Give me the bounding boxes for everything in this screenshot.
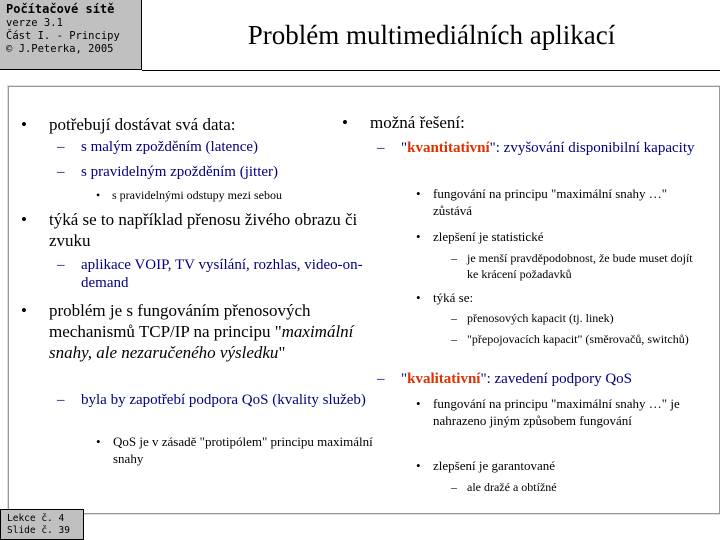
- slide-title: Problém multimediálních aplikací: [247, 19, 616, 50]
- right-subsubsub-1: – je menší pravděpodobnost, že bude muset dojít ke krácení požadavků: [451, 251, 693, 281]
- left-subsub-1: • s pravidelnými odstupy mezi sebou: [96, 188, 282, 202]
- left-sub-4: – byla by zapotřebí podpora QoS (kvality služeb): [57, 392, 366, 408]
- left-bullet-1: • potřebují dostávat svá data:: [21, 115, 236, 134]
- left-subsub-2: • QoS je v zásadě "protipólem" principu maximální snahy: [96, 434, 373, 466]
- left-sub-1: – s malým zpožděním (latence): [57, 139, 259, 155]
- right-subsub-4: • fungování na principu "maximální snahy …" je nahrazeno jiným způsobem fungování: [416, 396, 680, 428]
- right-subsubsub-2: – přenosových kapacit (tj. linek): [451, 311, 614, 325]
- version-label: verze 3.1: [6, 17, 63, 29]
- right-subsubsub-3: – "přepojovacích kapacit" (směrovačů, switchů): [451, 332, 689, 346]
- best-effort-phrase: maximální snahy, ale nezaručeného výsledku: [49, 322, 354, 362]
- right-bullet-1: • možná řešení:: [342, 113, 465, 132]
- course-header: [0, 0, 142, 70]
- qualitative-keyword: kvalitativní: [407, 371, 481, 387]
- slide-number: Slide č. 39: [7, 525, 70, 536]
- part-label: Část I. - Principy: [6, 30, 120, 42]
- lecture-number: Lekce č. 4: [7, 513, 65, 524]
- right-subsubsub-4: – ale dražé a obtížné: [451, 480, 557, 494]
- left-sub-2: – s pravidelným zpožděním (jitter): [57, 164, 279, 180]
- left-bullet-2: • týká se to například přenosu živého obrazu či zvuku: [21, 210, 358, 250]
- slide-content: [8, 86, 720, 514]
- right-subsub-3: • týká se:: [416, 290, 474, 305]
- right-sub-2: – "kvalitativní": zavedení podpory QoS: [377, 371, 632, 387]
- copyright-label: © J.Peterka, 2005: [6, 43, 114, 55]
- quantitative-keyword: kvantitativní: [407, 140, 490, 156]
- course-title: Počítačové sítě: [6, 2, 115, 16]
- right-subsub-1: • fungování na principu "maximální snahy …" zůstává: [416, 186, 668, 218]
- title-divider: [142, 70, 720, 71]
- slide-footer: [0, 509, 84, 540]
- right-sub-1: – "kvantitativní": zvyšování disponibilní kapacity: [377, 140, 695, 156]
- right-subsub-2: • zlepšení je statistické: [416, 229, 544, 244]
- left-bullet-3: • problém je s fungováním přenosových mechanismů TCP/IP na principu "maximální snahy, ale nezaručeného výsledku": [21, 301, 354, 362]
- left-sub-3: – aplikace VOIP, TV vysílání, rozhlas, video-on-demand: [57, 257, 363, 291]
- right-subsub-5: • zlepšení je garantované: [416, 458, 555, 473]
